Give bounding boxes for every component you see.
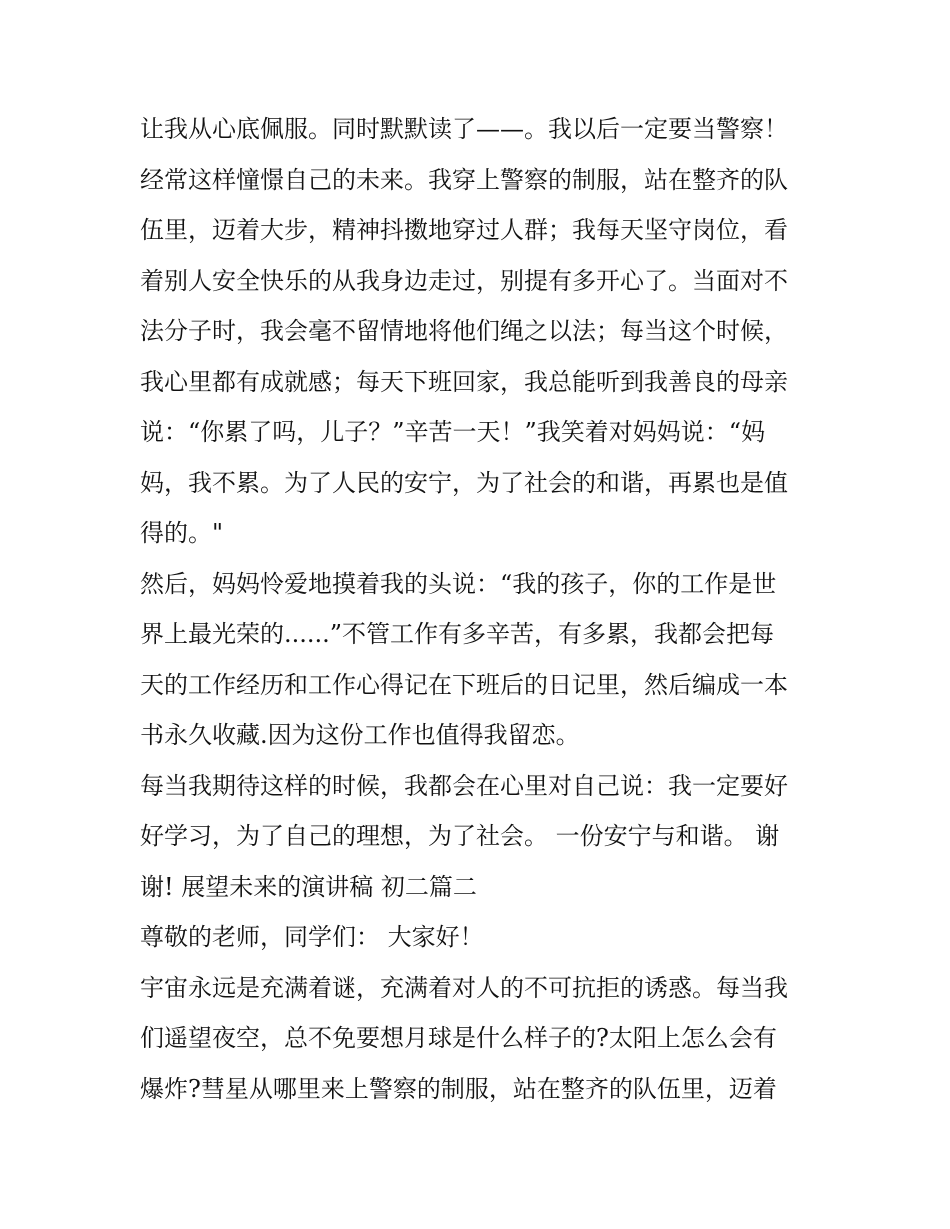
- text-line: 我心里都有成就感；每天下班回家，我总能听到我善良的母亲: [140, 367, 788, 396]
- text-line: 让我从心底佩服。同时默默读了——。我以后一定要当警察！: [140, 115, 788, 143]
- text-line: 伍里，迈着大步，精神抖擞地穿过人群；我每天坚守岗位，看: [140, 216, 788, 244]
- text-line: 妈，我不累。为了人民的安宁，为了社会的和谐，再累也是值: [140, 468, 788, 497]
- document-body: [140, 104, 830, 1114]
- greeting-line: 尊敬的老师，同学们： 大家好！: [140, 923, 484, 951]
- text-line: 然后，妈妈怜爱地摸着我的头说：“我的孩子，你的工作是世: [140, 569, 777, 598]
- text-line: 好学习，为了自己的理想，为了社会。 一份安宁与和谐。 谢: [140, 822, 780, 850]
- text-line: 法分子时，我会毫不留情地将他们绳之以法；每当这个时候，: [140, 317, 788, 345]
- heading-line: 谢! 展望未来的演讲稿 初二篇二: [140, 872, 477, 901]
- text-line: 宇宙永远是充满着谜，充满着对人的不可抗拒的诱惑。每当我: [140, 973, 788, 1002]
- text-line: 爆炸?彗星从哪里来上警察的制服，站在整齐的队伍里，迈着: [140, 1074, 777, 1103]
- text-line: 经常这样憧憬自己的未来。我穿上警察的制服，站在整齐的队: [140, 165, 788, 194]
- text-line: 说：“你累了吗，儿子？”辛苦一天！”我笑着对妈妈说：“妈: [140, 418, 766, 446]
- text-line: 天的工作经历和工作心得记在下班后的日记里，然后编成一本: [140, 670, 788, 699]
- text-line: 得的。": [140, 519, 224, 547]
- text-line: 界上最光荣的......”不管工作有多辛苦，有多累，我都会把每: [140, 620, 775, 648]
- text-line: 书永久收藏.因为这份工作也值得我留恋。: [140, 721, 580, 749]
- text-line: 每当我期待这样的时候，我都会在心里对自己说：我一定要好: [140, 771, 788, 800]
- text-line: 着别人安全快乐的从我身边走过，别提有多开心了。当面对不: [140, 266, 788, 295]
- text-line: 们遥望夜空，总不免要想月球是什么样子的?太阳上怎么会有: [140, 1024, 777, 1052]
